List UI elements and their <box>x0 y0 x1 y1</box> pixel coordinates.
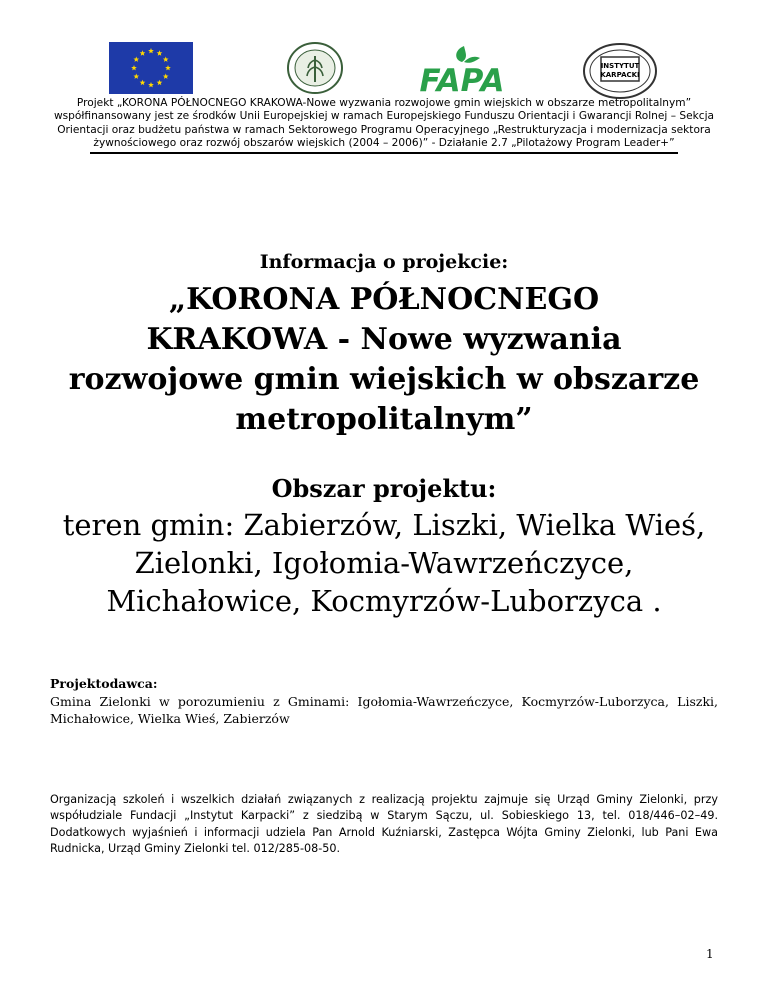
instytut-karpacki-logo-text-2: KARPACKI <box>600 71 640 79</box>
page-number: 1 <box>706 947 714 961</box>
organization-paragraph: Organizacją szkoleń i wszelkich działań związanych z realizacją projektu zajmuje się Urząd Gminy Zielonki, przy współudziale Fundacji „Instytut Karpacki” z siedzibą w Starym Sączu, ul. Sobieskiego 13, tel. 018/446–02–49. Dodatkowych wyjaśnień i informacji udziela Pan Arnold Kuźniarski, Zastępca Wójta Gminy Zielonki, lub Pani Ewa Rudnicka, Urząd Gminy Zielonki tel. 012/285-08-50. <box>50 793 718 856</box>
projektodawca-text: Gmina Zielonki w porozumieniu z Gminami: Igołomia-Wawrzeńczyce, Kocmyrzów-Luborzyca, Liszki, Michałowice, Wielka Wieś, Zabierzów <box>50 694 718 726</box>
info-label: Informacja o projekcie: <box>259 251 509 273</box>
project-title: „KORONA PÓŁNOCNEGO KRAKOWA - Nowe wyzwania rozwojowe gmin wiejskich w obszarze metropolitalnym” <box>68 282 700 437</box>
fapa-logo-text: FAPA <box>419 63 505 94</box>
projektodawca-label: Projektodawca: <box>50 676 158 691</box>
project-funding-header: Projekt „KORONA PÓŁNOCNEGO KRAKOWA-Nowe wyzwania rozwojowe gmin wiejskich w obszarze metropolitalnym” współfinansowany jest ze środków Unii Europejskiej w ramach Europejskiego Funduszu Orientacji i Gwarancji Rolnej – Sekcja Orientacji oraz budżetu państwa w ramach Sektorowego Programu Operacyjnego „Restrukturyzacja i modernizacja sektora żywnościowego oraz rozwój obszarów wiejskich (2004 – 2006)” - Działanie 2.7 „Pilotażowy Program Leader+” <box>54 97 714 149</box>
header-divider <box>90 152 678 154</box>
instytut-karpacki-logo-text-1: INSTYTUT <box>600 62 640 70</box>
fapa-logo <box>410 42 514 94</box>
logo-strip <box>0 42 768 94</box>
eu-flag-logo <box>109 42 193 94</box>
instytut-karpacki-logo <box>582 42 658 100</box>
agriculture-ministry-seal-logo <box>286 42 344 94</box>
area-text: teren gmin: Zabierzów, Liszki, Wielka Wieś, Zielonki, Igołomia-Wawrzeńczyce, Michałowice, Kocmyrzów-Luborzyca . <box>62 508 706 618</box>
area-label: Obszar projektu: <box>271 474 497 503</box>
